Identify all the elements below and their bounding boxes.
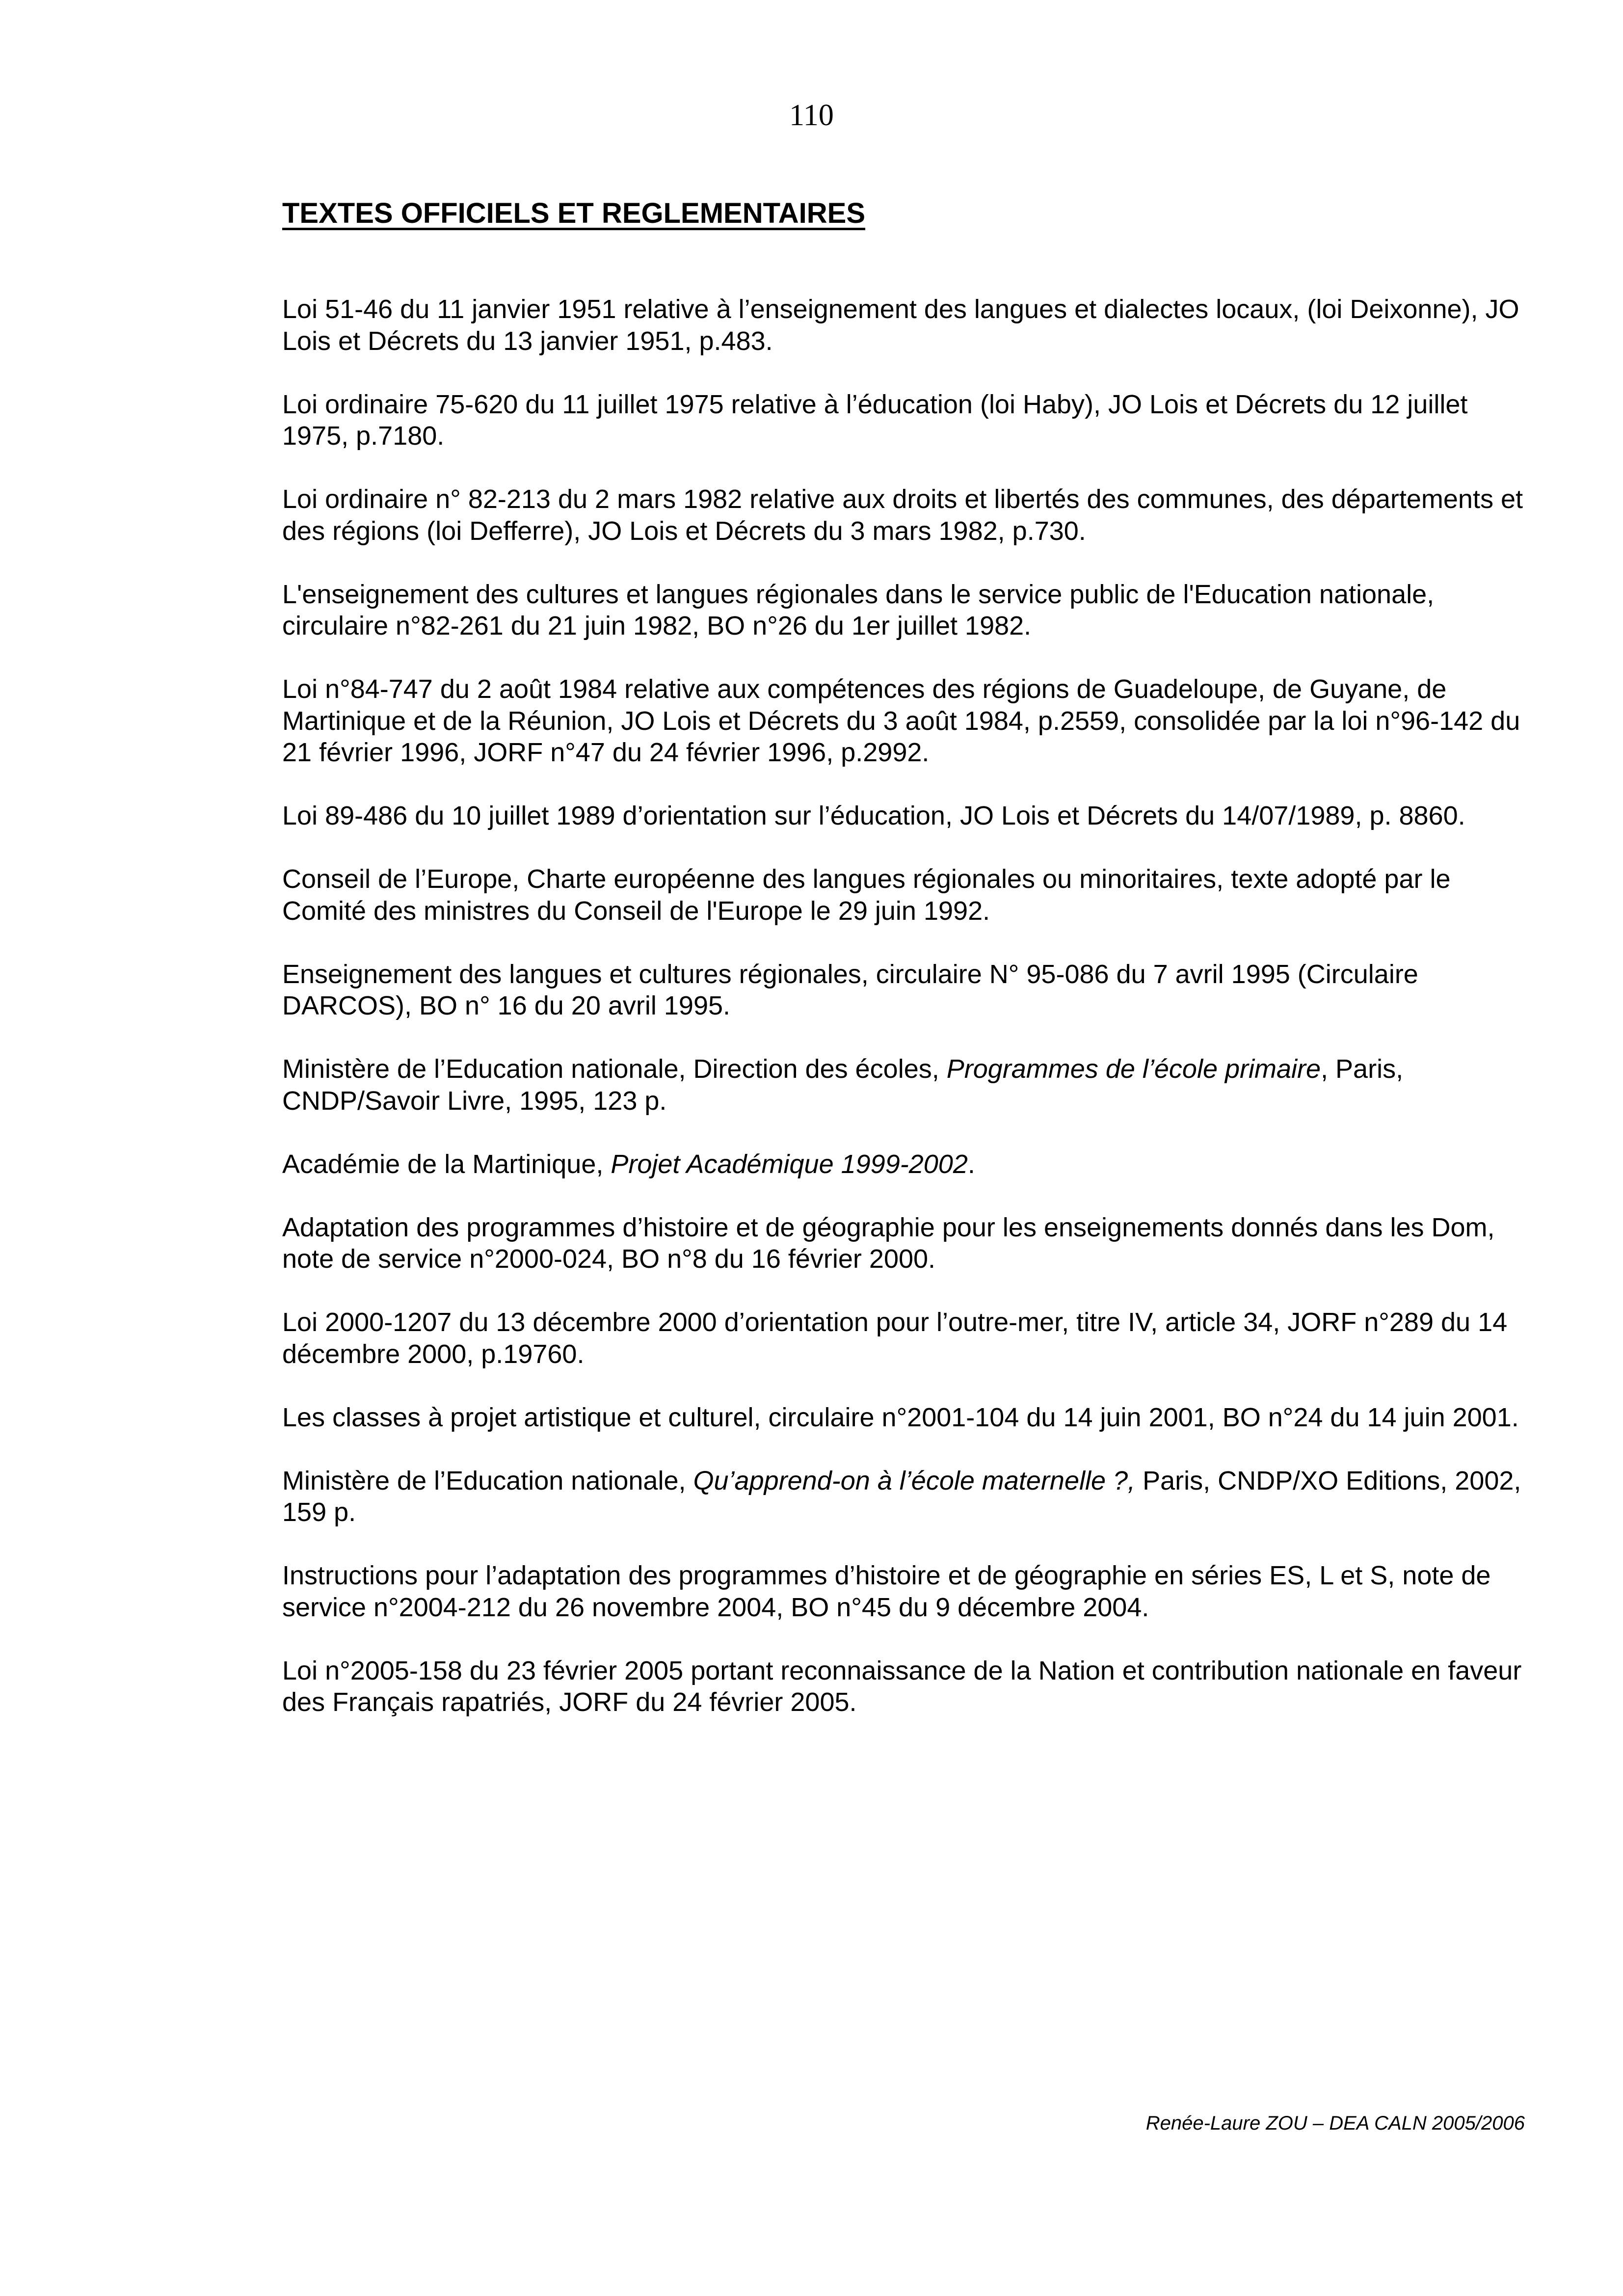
reference-item xyxy=(282,1148,1524,1180)
reference-text: Ministère de l’Education nationale, xyxy=(282,1466,693,1495)
reference-item: Loi ordinaire n° 82-213 du 2 mars 1982 relative aux droits et libertés des communes, des départements et des régions (loi Defferre), JO Lois et Décrets du 3 mars 1982, p.730. xyxy=(282,484,1523,546)
reference-item: Les classes à projet artistique et culturel, circulaire n°2001-104 du 14 juin 2001, BO n°24 du 14 juin 2001. xyxy=(282,1402,1519,1432)
reference-title-italic: Programmes de l’école primaire xyxy=(946,1054,1321,1084)
references-list xyxy=(282,294,1524,1750)
section-title: TEXTES OFFICIELS ET REGLEMENTAIRES xyxy=(282,197,866,229)
reference-text: . xyxy=(967,1149,975,1179)
reference-item: Loi n°2005-158 du 23 février 2005 portant reconnaissance de la Nation et contribution nationale en faveur des Français rapatriés, JORF du 24 février 2005. xyxy=(282,1655,1522,1717)
reference-text: , Paris, CNDP/Savoir Livre, 1995, 123 p. xyxy=(282,1054,1404,1116)
reference-text: Ministère de l’Education nationale, Direction des écoles, xyxy=(282,1054,947,1084)
reference-title-italic: Projet Académique 1999-2002 xyxy=(611,1149,968,1179)
footer-author: Renée-Laure ZOU – DEA CALN 2005/2006 xyxy=(1145,2112,1525,2134)
reference-item: Loi 2000-1207 du 13 décembre 2000 d’orientation pour l’outre-mer, titre IV, article 34, JORF n°289 du 14 décembre 2000, p.19760. xyxy=(282,1308,1508,1369)
reference-item: Loi n°84-747 du 2 août 1984 relative aux compétences des régions de Guadeloupe, de Guyane, de Martinique et de la Réunion, JO Lois et Décrets du 3 août 1984, p.2559, consolidée par la loi n°96-142 du 21 février 1996, JORF n°47 du 24 février 1996, p.2992. xyxy=(282,674,1520,767)
reference-text: Paris, CNDP/XO Editions, 2002, 159 p. xyxy=(282,1466,1521,1527)
reference-item xyxy=(282,1053,1524,1117)
reference-item xyxy=(282,1465,1524,1528)
reference-item: L'enseignement des cultures et langues régionales dans le service public de l'Education nationale, circulaire n°82-261 du 21 juin 1982, BO n°26 du 1er juillet 1982. xyxy=(282,579,1435,641)
reference-item: Loi ordinaire 75-620 du 11 juillet 1975 relative à l’éducation (loi Haby), JO Lois et Décrets du 12 juillet 1975, p.7180. xyxy=(282,389,1468,451)
reference-item: Conseil de l’Europe, Charte européenne des langues régionales ou minoritaires, texte adopté par le Comité des ministres du Conseil de l'Europe le 29 juin 1992. xyxy=(282,864,1451,926)
reference-title-italic: Qu’apprend-on à l’école maternelle ?, xyxy=(693,1466,1136,1495)
reference-text: Académie de la Martinique, xyxy=(282,1149,611,1179)
reference-item: Enseignement des langues et cultures régionales, circulaire N° 95-086 du 7 avril 1995 (Circulaire DARCOS), BO n° 16 du 20 avril 1995. xyxy=(282,959,1418,1020)
reference-item: Loi 51-46 du 11 janvier 1951 relative à l’enseignement des langues et dialectes locaux, (loi Deixonne), JO Lois et Décrets du 13 janvier 1951, p.483. xyxy=(282,294,1519,356)
reference-item: Instructions pour l’adaptation des programmes d’histoire et de géographie en séries ES, L et S, note de service n°2004-212 du 26 novembre 2004, BO n°45 du 9 décembre 2004. xyxy=(282,1561,1491,1622)
page-number: 110 xyxy=(789,99,834,132)
reference-item: Adaptation des programmes d’histoire et de géographie pour les enseignements donnés dans les Dom, note de service n°2000-024, BO n°8 du 16 février 2000. xyxy=(282,1212,1495,1274)
reference-item: Loi 89-486 du 10 juillet 1989 d’orientation sur l’éducation, JO Lois et Décrets du 14/07/1989, p. 8860. xyxy=(282,801,1465,830)
